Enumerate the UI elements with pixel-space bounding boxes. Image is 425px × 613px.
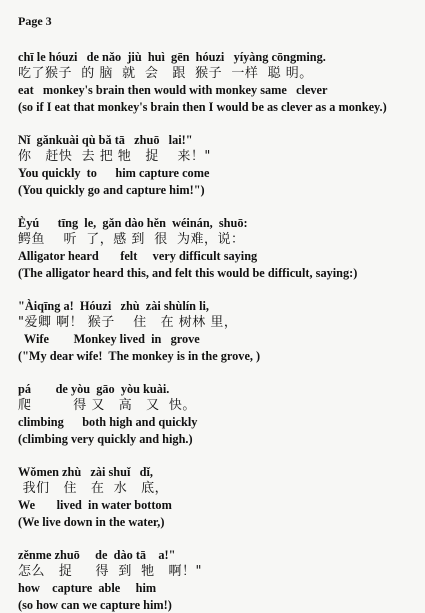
hanzi-line: 爬 得 又 高 又 快。 [18,398,411,415]
hanzi-line: 怎么 捉 得 到 牠 啊！" [18,564,411,581]
gloss-line: You quickly to him capture come [18,165,411,182]
translation-line: (We live down in the water,) [18,514,411,531]
pinyin-line: zěnme zhuō de dào tā a!" [18,547,411,564]
translation-line: ("My dear wife! The monkey is in the grove, ) [18,348,411,365]
gloss-line: climbing both high and quickly [18,414,411,431]
translation-line: (so how can we capture him!) [18,597,411,613]
hanzi-line: 吃了猴子 的 脑 就 会 跟 猴子 一样 聪 明。 [18,66,411,83]
pinyin-line: Èyú tīng le, gǎn dào hěn wéinán, shuō: [18,215,411,232]
text-block [18,298,411,364]
text-block [18,381,411,447]
gloss-line: Alligator heard felt very difficult saying [18,248,411,265]
text-block [18,49,411,115]
text-block [18,215,411,281]
hanzi-line: 鳄鱼 听 了，感 到 很 为难，说： [18,232,411,249]
hanzi-line: 你 赶快 去 把 牠 捉 来！" [18,149,411,166]
pinyin-line: "Àiqīng a! Hóuzi zhù zài shùlín li, [18,298,411,315]
text-block [18,132,411,198]
pinyin-line: pá de yòu gāo yòu kuài. [18,381,411,398]
translation-line: (The alligator heard this, and felt this would be difficult, saying:) [18,265,411,282]
hanzi-line: 我们 住 在 水 底， [18,481,411,498]
gloss-line: Wife Monkey lived in grove [18,331,411,348]
translation-line: (You quickly go and capture him!") [18,182,411,199]
pinyin-line: Nǐ gǎnkuài qù bǎ tā zhuō lai!" [18,132,411,149]
gloss-line: how capture able him [18,580,411,597]
hanzi-line: "爱卿 啊！ 猴子 住 在 树林 里， [18,315,411,332]
pinyin-line: Wǒmen zhù zài shuǐ dǐ, [18,464,411,481]
translation-line: (so if I eat that monkey's brain then I would be as clever as a monkey.) [18,99,411,116]
gloss-line: We lived in water bottom [18,497,411,514]
page-number: Page 3 [18,14,411,29]
translation-line: (climbing very quickly and high.) [18,431,411,448]
gloss-line: eat monkey's brain then would with monkey same clever [18,82,411,99]
text-block [18,464,411,530]
pinyin-line: chī le hóuzi de nǎo jiù huì gēn hóuzi yíyàng cōngming. [18,49,411,66]
text-block [18,547,411,613]
